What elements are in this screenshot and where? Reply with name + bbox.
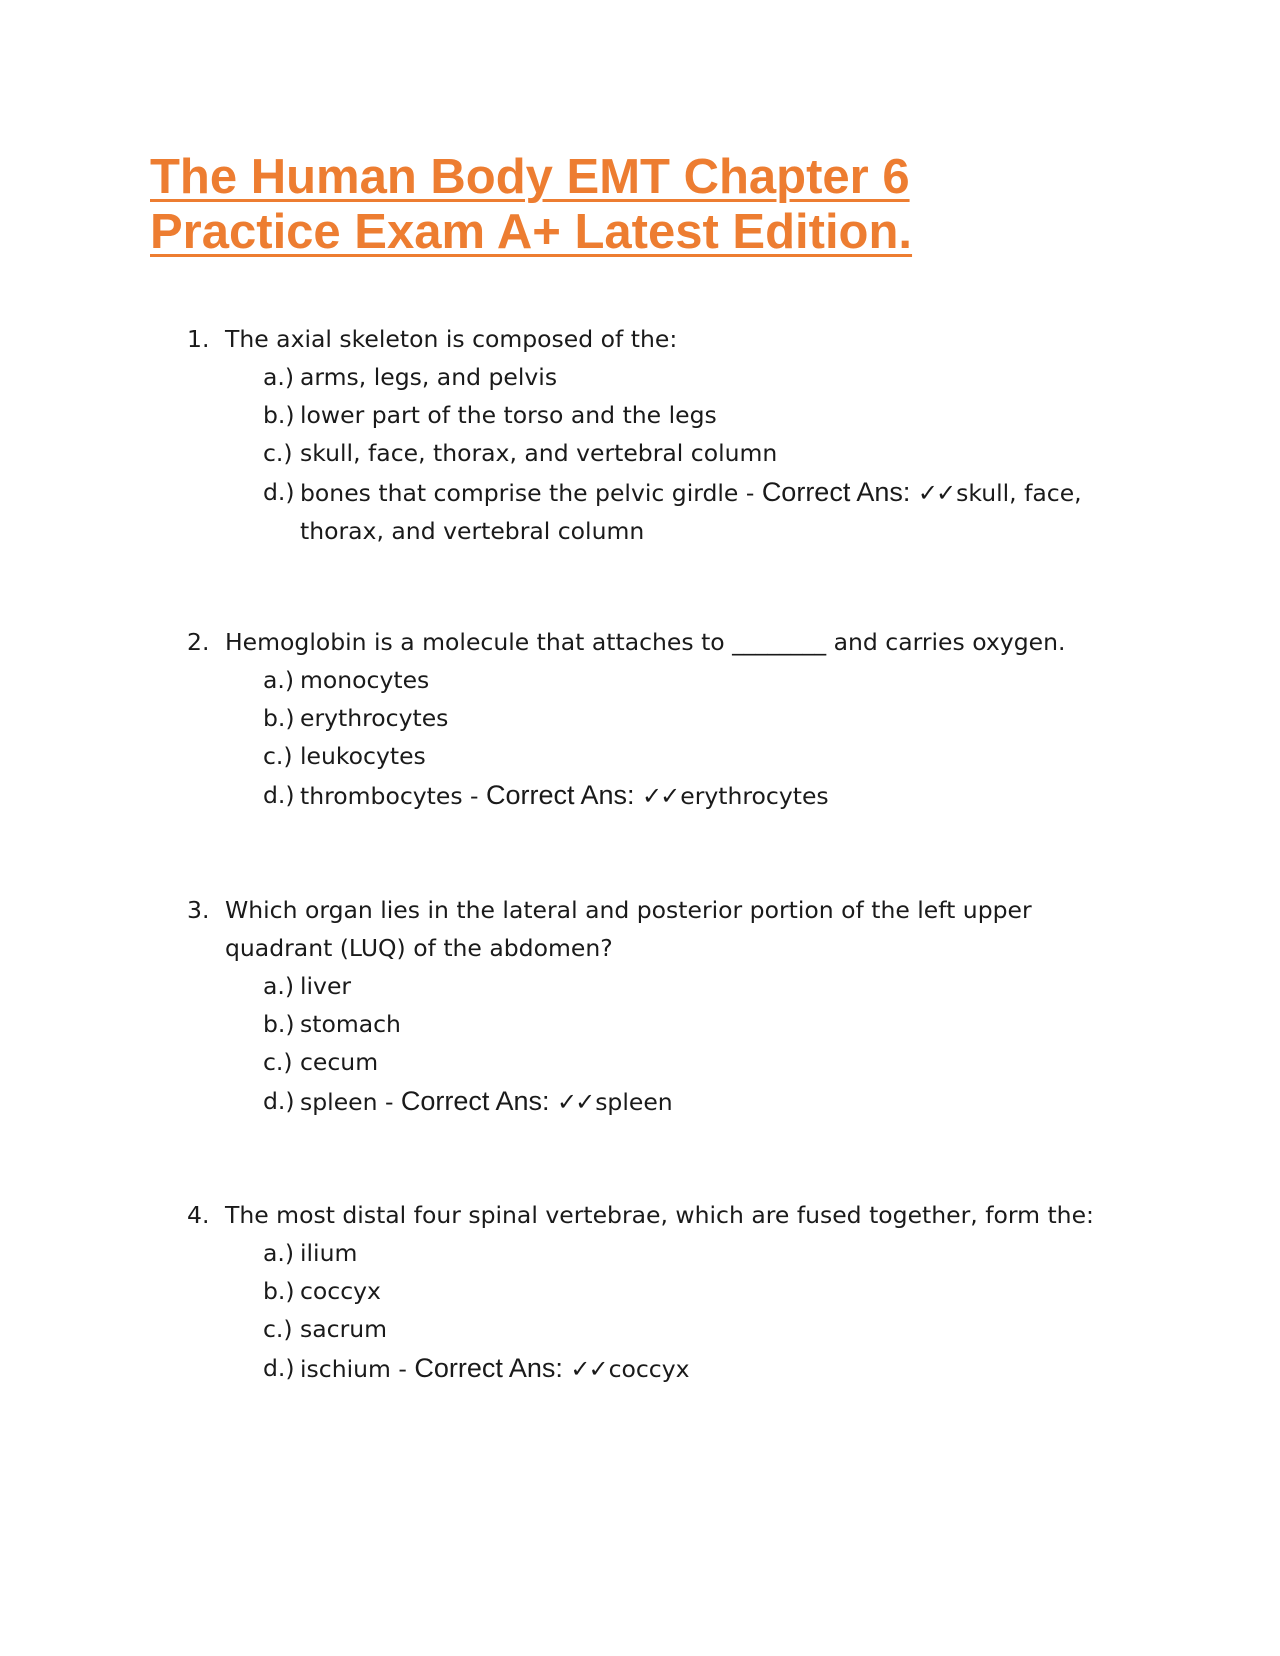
option-text: skull, face, thorax, and vertebral column xyxy=(300,439,778,467)
option-text: arms, legs, and pelvis xyxy=(300,363,558,391)
question-stem xyxy=(0,623,1280,661)
double-check-icon: ✓✓ xyxy=(917,479,955,507)
option-b xyxy=(0,699,1280,737)
double-check-icon: ✓✓ xyxy=(556,1088,594,1116)
question-text: The most distal four spinal vertebrae, which are fused together, form the: xyxy=(225,1201,1094,1229)
option-text: coccyx xyxy=(300,1277,381,1305)
title-line-2: Practice Exam A+ Latest Edition. xyxy=(150,205,913,259)
option-b xyxy=(0,1005,1280,1043)
correct-answer-label: Correct Ans: xyxy=(414,1353,563,1383)
option-letter: b.) xyxy=(263,704,295,732)
option-d xyxy=(0,1348,1280,1388)
title-line-1: The Human Body EMT Chapter 6 xyxy=(150,150,910,204)
option-text: ilium xyxy=(300,1239,358,1267)
option-letter: a.) xyxy=(263,972,295,1000)
question-1 xyxy=(0,320,1280,550)
option-letter: a.) xyxy=(263,1239,295,1267)
option-text: thrombocytes xyxy=(300,782,463,810)
question-stem xyxy=(0,320,1280,358)
option-c xyxy=(0,1310,1280,1348)
option-c xyxy=(0,737,1280,775)
question-number: 3. xyxy=(187,896,210,924)
correct-answer-text: spleen xyxy=(595,1088,673,1116)
option-d xyxy=(0,775,1280,815)
option-a xyxy=(0,358,1280,396)
option-d-with-answer: thrombocytes - Correct Ans: ✓✓erythrocytes xyxy=(300,780,829,810)
option-text: stomach xyxy=(300,1010,401,1038)
option-text: lower part of the torso and the legs xyxy=(300,401,717,429)
question-number: 2. xyxy=(187,628,210,656)
document-title xyxy=(150,150,1050,260)
option-letter: d.) xyxy=(263,478,295,506)
option-d-with-answer: ischium - Correct Ans: ✓✓coccyx xyxy=(300,1353,690,1383)
option-letter: d.) xyxy=(263,1354,295,1382)
option-d-with-answer: spleen - Correct Ans: ✓✓spleen xyxy=(300,1086,673,1116)
option-letter: b.) xyxy=(263,1010,295,1038)
option-c xyxy=(0,1043,1280,1081)
option-text: leukocytes xyxy=(300,742,426,770)
option-a xyxy=(0,1234,1280,1272)
option-text: bones that comprise the pelvic girdle xyxy=(300,479,739,507)
option-a xyxy=(0,967,1280,1005)
question-stem xyxy=(0,1196,1280,1234)
option-d-with-answer: bones that comprise the pelvic girdle - Correct Ans: ✓✓skull, face, xyxy=(300,477,1082,507)
answer-continuation xyxy=(0,512,1280,550)
option-text: ischium xyxy=(300,1355,391,1383)
option-text: erythrocytes xyxy=(300,704,449,732)
option-letter: d.) xyxy=(263,1087,295,1115)
option-text: monocytes xyxy=(300,666,430,694)
option-letter: a.) xyxy=(263,363,295,391)
question-stem xyxy=(0,891,1280,929)
double-check-icon: ✓✓ xyxy=(642,782,679,810)
option-letter: b.) xyxy=(263,401,295,429)
question-text: Which organ lies in the lateral and posterior portion of the left upper xyxy=(225,896,1032,924)
question-2 xyxy=(0,623,1280,815)
option-d xyxy=(0,1081,1280,1121)
option-letter: c.) xyxy=(263,1048,293,1076)
option-letter: d.) xyxy=(263,781,295,809)
option-text: spleen xyxy=(300,1088,378,1116)
question-number: 4. xyxy=(187,1201,210,1229)
correct-answer-text-cont: thorax, and vertebral column xyxy=(300,517,645,545)
question-number: 1. xyxy=(187,325,210,353)
option-letter: c.) xyxy=(263,742,293,770)
option-b xyxy=(0,396,1280,434)
option-text: cecum xyxy=(300,1048,379,1076)
correct-answer-text: skull, face, xyxy=(956,479,1082,507)
correct-answer-text: erythrocytes xyxy=(680,782,829,810)
option-letter: c.) xyxy=(263,1315,293,1343)
option-b xyxy=(0,1272,1280,1310)
option-letter: b.) xyxy=(263,1277,295,1305)
option-d xyxy=(0,472,1280,512)
option-a xyxy=(0,661,1280,699)
question-3 xyxy=(0,891,1280,1121)
correct-answer-label: Correct Ans: xyxy=(400,1086,550,1116)
question-text: Hemoglobin is a molecule that attaches to ________ and carries oxygen. xyxy=(225,628,1066,656)
correct-answer-label: Correct Ans: xyxy=(485,780,635,810)
question-text: The axial skeleton is composed of the: xyxy=(225,325,678,353)
option-c xyxy=(0,434,1280,472)
correct-answer-label: Correct Ans: xyxy=(761,477,911,507)
option-letter: c.) xyxy=(263,439,293,467)
question-text-cont: quadrant (LUQ) of the abdomen? xyxy=(225,934,613,962)
option-letter: a.) xyxy=(263,666,295,694)
correct-answer-text: coccyx xyxy=(608,1355,690,1383)
option-text: liver xyxy=(300,972,352,1000)
question-4 xyxy=(0,1196,1280,1388)
option-text: sacrum xyxy=(300,1315,388,1343)
double-check-icon: ✓✓ xyxy=(570,1355,607,1383)
question-stem-cont xyxy=(0,929,1280,967)
